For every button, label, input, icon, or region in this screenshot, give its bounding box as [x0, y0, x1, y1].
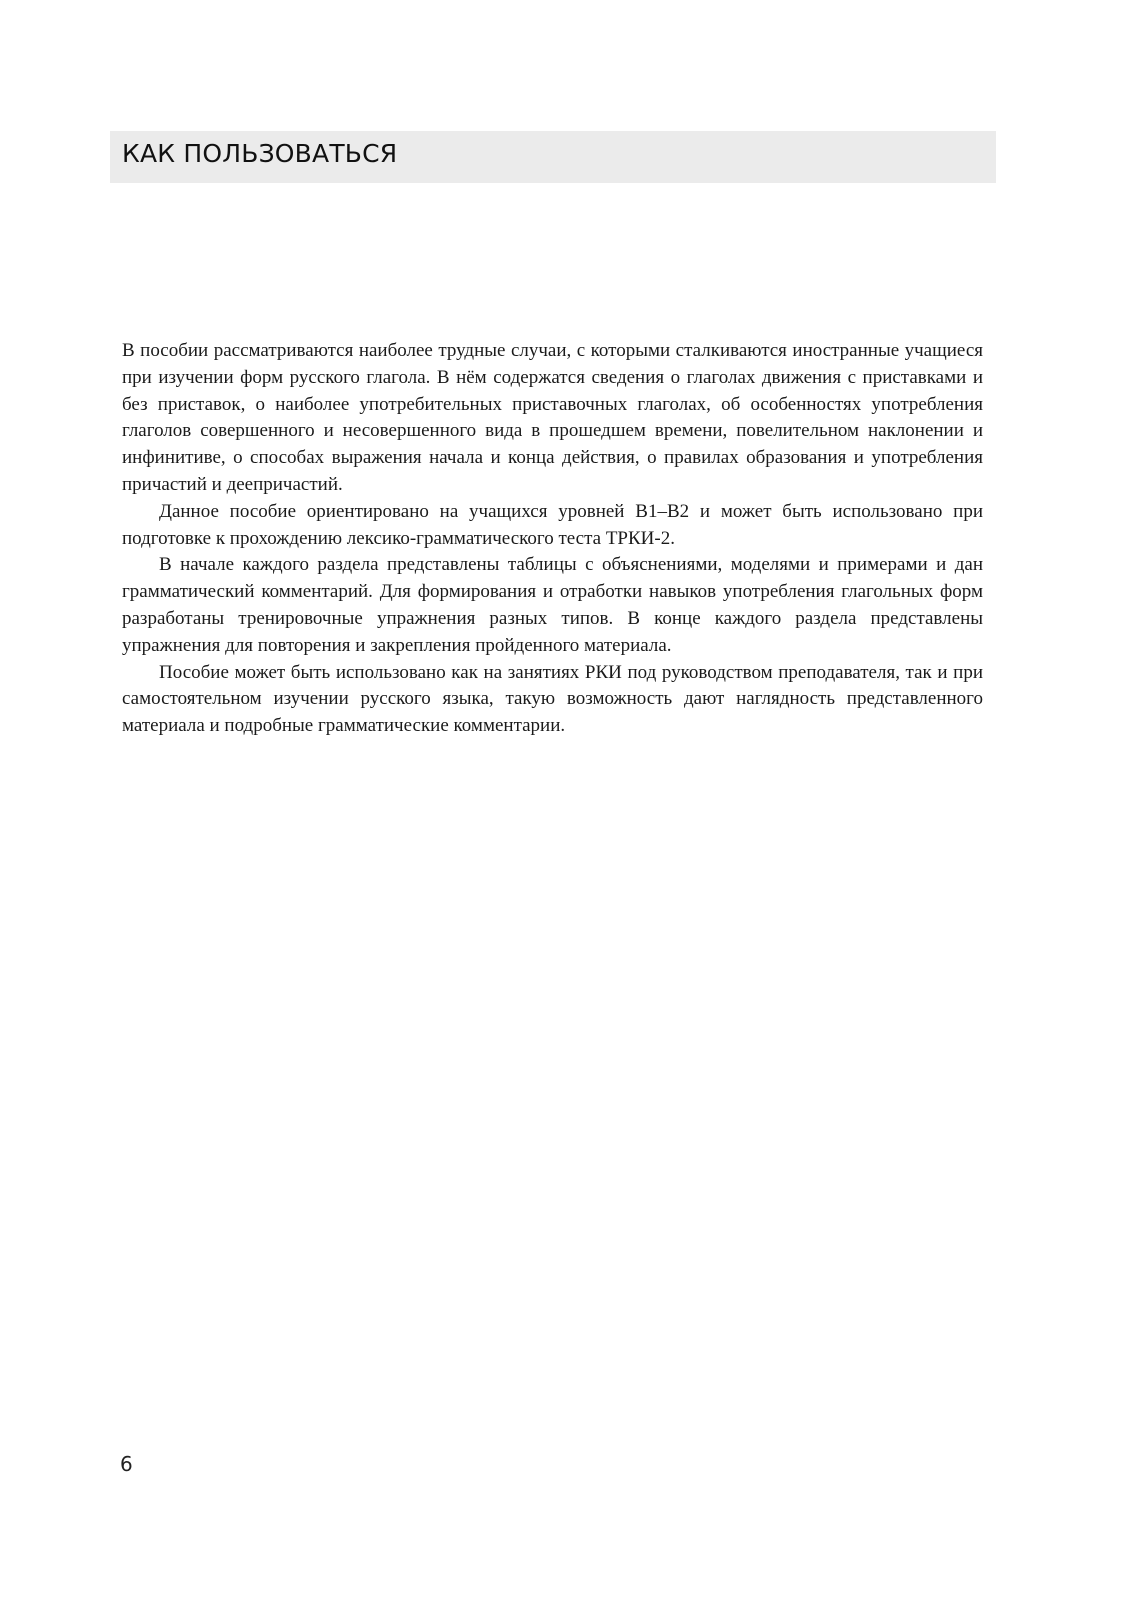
page-number: 6	[120, 1452, 133, 1476]
paragraph: Данное пособие ориентировано на учащихся уровней В1–В2 и может быть использовано при подготовке к прохождению лексико-грамматического теста ТРКИ-2.	[122, 500, 983, 549]
body-text	[122, 338, 983, 740]
section-title-bar	[110, 131, 996, 183]
paragraph: Пособие может быть использовано как на занятиях РКИ под руководством преподавателя, так и при самостоятельном изучении русского языка, такую возможность дают наглядность представленного материала и подробные грамматические комментарии.	[122, 661, 983, 737]
section-title: КАК ПОЛЬЗОВАТЬСЯ	[122, 139, 398, 168]
paragraph: В начале каждого раздела представлены таблицы с объяснениями, моделями и примерами и дан грамматический комментарий. Для формирования и отработки навыков употребления глагольных форм разработаны тренировочные упражнения разных типов. В конце каждого раздела представлены упражнения для повторения и закрепления пройденного материала.	[122, 554, 983, 656]
paragraph: В пособии рассматриваются наиболее трудные случаи, с которыми сталкиваются иностранные учащиеся при изучении форм русского глагола. В нём содержатся сведения о глаголах движения с приставками и без приставок, о наиболее употребительных приставочных глаголах, об особенностях употребления глаголов совершенного и несовершенного вида в прошедшем времени, повелительном наклонении и инфинитиве, о способах выражения начала и конца действия, о правилах образования и употребления причастий и деепричастий.	[122, 340, 983, 495]
